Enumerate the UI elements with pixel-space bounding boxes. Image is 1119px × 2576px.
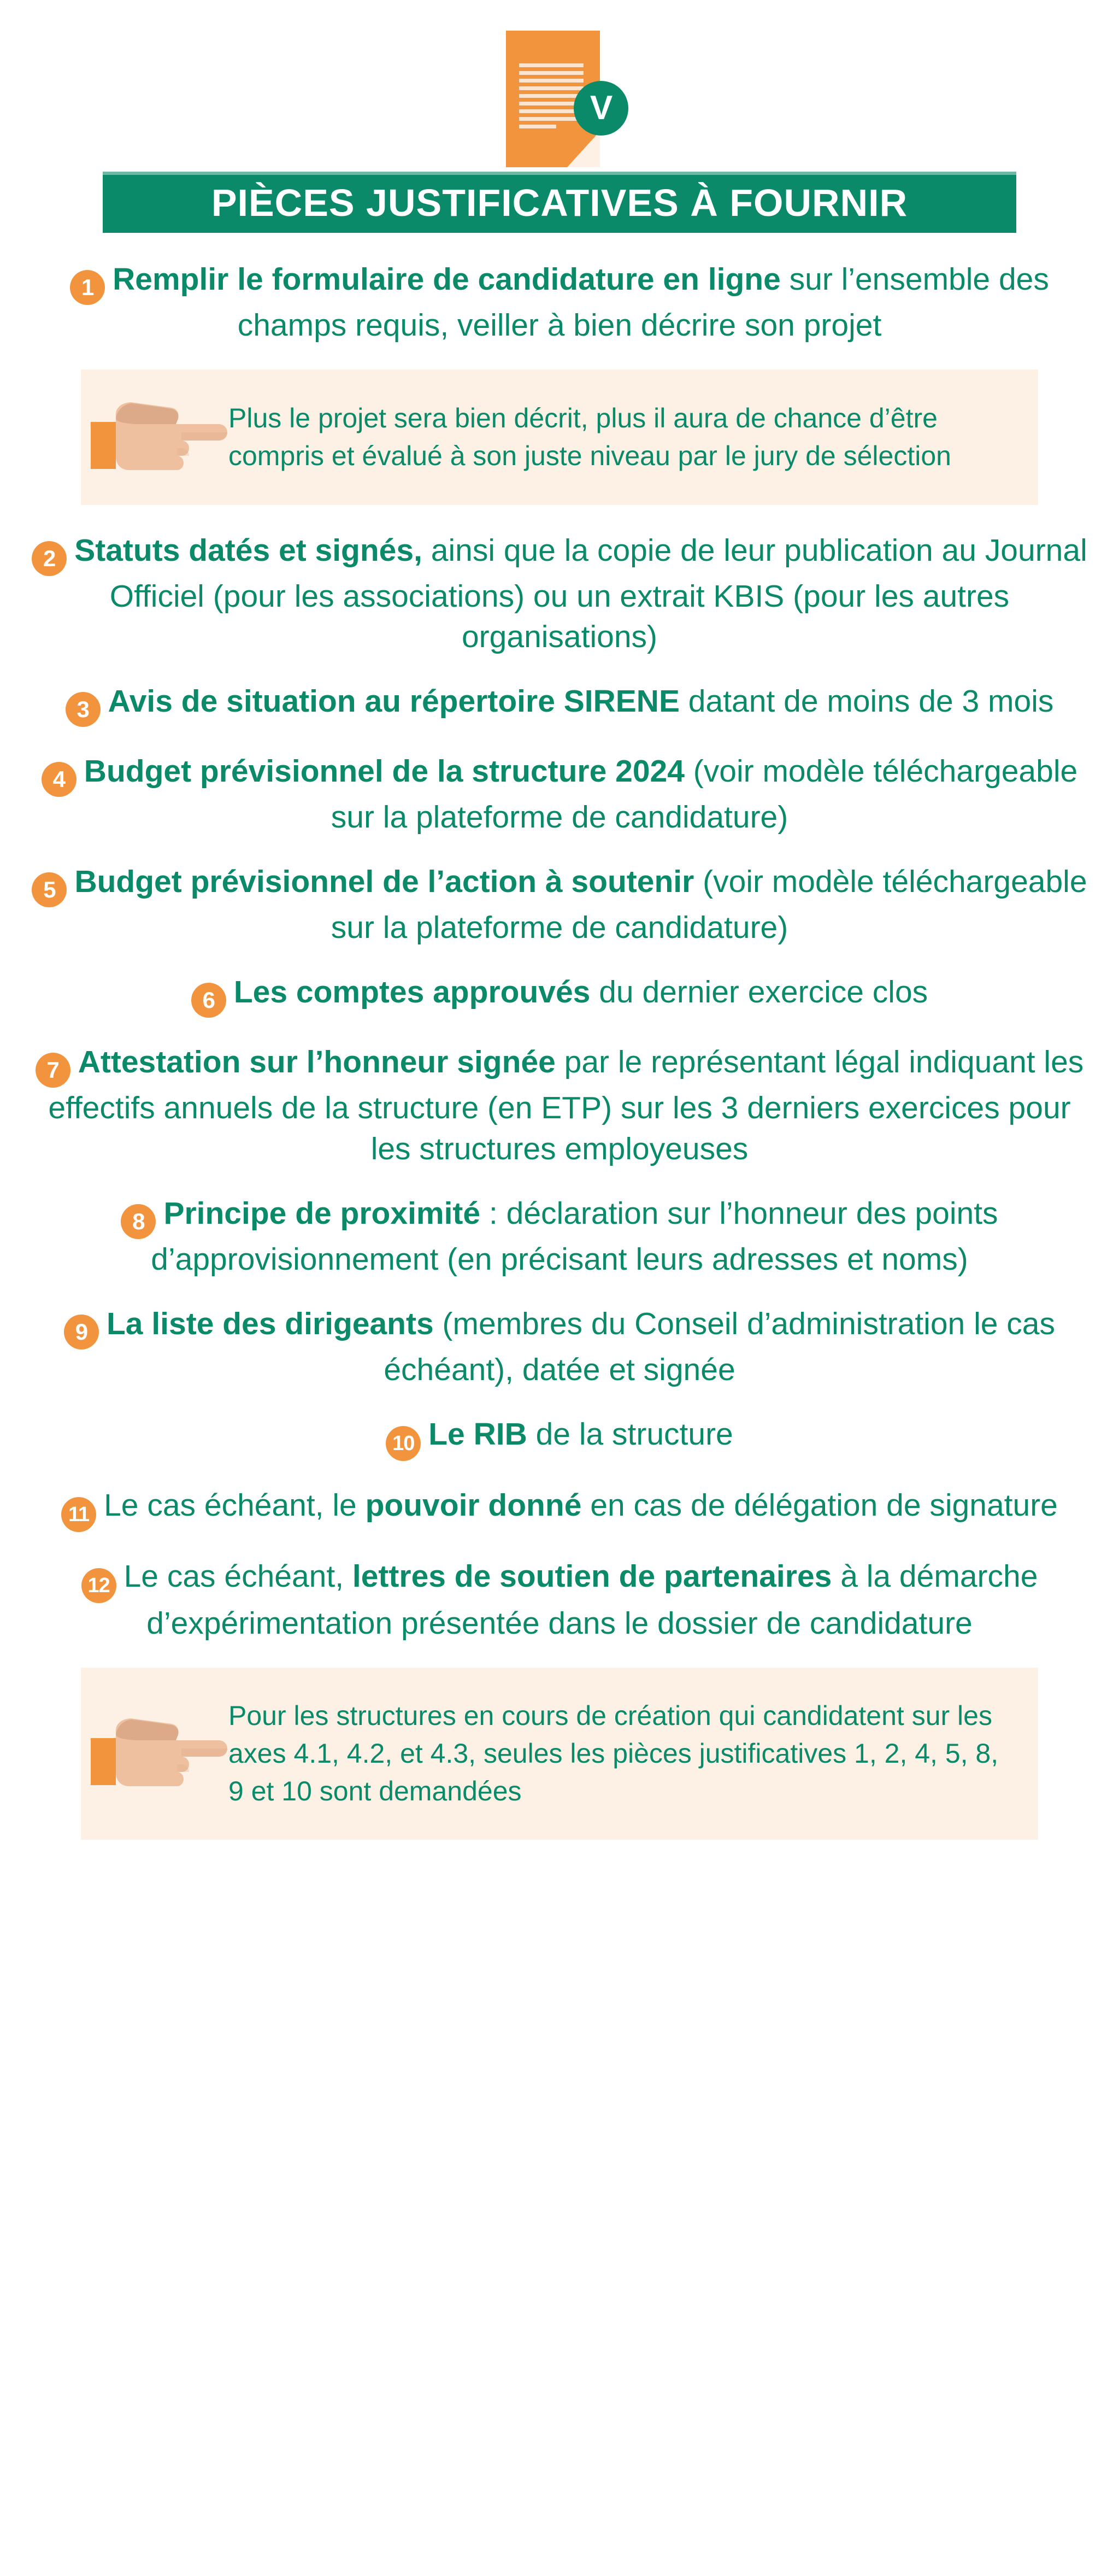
item-bold-text: Les comptes approuvés xyxy=(233,975,591,1010)
list-item xyxy=(32,1414,1087,1461)
item-regular-text: à la démarche d’expérimentation présentée dans le dossier de candidature xyxy=(146,1558,1038,1641)
item-bold-text: Budget prévisionnel de la structure 2024 xyxy=(84,754,685,789)
item-number-badge: 5 xyxy=(32,872,67,907)
item-number-badge: 1 xyxy=(70,270,105,305)
item-number-badge: 4 xyxy=(42,762,76,797)
callout-box xyxy=(81,1668,1038,1840)
list-item xyxy=(32,530,1087,657)
list-item xyxy=(32,861,1087,948)
item-regular-text: datant de moins de 3 mois xyxy=(679,684,1054,719)
item-prefix-text: Le cas échéant, xyxy=(123,1558,352,1594)
pointing-hand-icon xyxy=(64,1704,228,1803)
item-regular-text: en cas de délégation de signature xyxy=(581,1487,1058,1523)
item-bold-text: Budget prévisionnel de l’action à soutenir xyxy=(74,864,694,900)
callout-text: Pour les structures en cours de création qui candidatent sur les axes 4.1, 4.2, et 4.3, seules les pièces justificatives 1, 2, 4, 5, 8, 9 et 10 sont demandées xyxy=(228,1700,999,1806)
item-regular-text: : déclaration sur l’honneur des points d’approvisionnement (en précisant leurs adresses et noms) xyxy=(151,1195,998,1277)
item-number-badge: 6 xyxy=(191,983,226,1018)
item-bold-text: Le RIB xyxy=(428,1416,527,1452)
item-bold-text: La liste des dirigeants xyxy=(106,1306,434,1341)
item-bold-text: Principe de proximité xyxy=(163,1195,481,1231)
item-number-badge: 2 xyxy=(32,541,67,576)
list-item xyxy=(32,1193,1087,1280)
list-item xyxy=(32,259,1087,345)
verified-badge-icon xyxy=(574,81,628,136)
item-number-badge: 3 xyxy=(66,692,101,727)
item-number-badge: 10 xyxy=(386,1426,421,1461)
verified-badge-letter: V xyxy=(590,89,612,127)
list-item xyxy=(32,751,1087,837)
list-item xyxy=(32,1556,1087,1644)
item-bold-text: Statuts datés et signés, xyxy=(74,533,422,568)
item-bold-text: Avis de situation au répertoire SIRENE xyxy=(108,684,680,719)
list-item xyxy=(32,972,1087,1018)
header-banner xyxy=(103,172,1016,233)
item-number-badge: 8 xyxy=(121,1204,156,1239)
document-text-lines xyxy=(519,63,584,128)
item-regular-text: du dernier exercice clos xyxy=(590,975,928,1010)
item-number-badge: 7 xyxy=(36,1053,70,1088)
callout-box xyxy=(81,369,1038,505)
item-regular-text: par le représentant légal indiquant les effectifs annuels de la structure (en ETP) sur les 3 derniers exercices pour les structures employeuses xyxy=(48,1045,1084,1166)
item-bold-text: Remplir le formulaire de candidature en ligne xyxy=(113,262,781,297)
item-regular-text: (membres du Conseil d’administration le cas échéant), datée et signée xyxy=(384,1306,1055,1387)
document-verified-icon xyxy=(494,31,625,167)
list-item xyxy=(32,1485,1087,1532)
item-number-badge: 9 xyxy=(64,1315,99,1349)
item-regular-text: (voir modèle téléchargeable sur la plateforme de candidature) xyxy=(331,754,1078,835)
item-number-badge: 11 xyxy=(61,1497,96,1532)
list-item xyxy=(32,1304,1087,1390)
item-regular-text: (voir modèle téléchargeable sur la plateforme de candidature) xyxy=(331,864,1087,946)
requirements-list xyxy=(0,259,1119,1840)
item-regular-text: de la structure xyxy=(527,1416,733,1452)
item-regular-text: sur l’ensemble des champs requis, veiller à bien décrire son projet xyxy=(237,262,1049,343)
item-number-badge: 12 xyxy=(81,1568,116,1603)
list-item xyxy=(32,1042,1087,1169)
item-bold-text: pouvoir donné xyxy=(365,1487,582,1523)
callout-text: Plus le projet sera bien décrit, plus il aura de chance d’être compris et évalué à son juste niveau par le jury de sélection xyxy=(228,403,951,472)
item-regular-text: ainsi que la copie de leur publication au Journal Officiel (pour les associations) ou un extrait KBIS (pour les autres organisations) xyxy=(109,533,1087,655)
item-bold-text: Attestation sur l’honneur signée xyxy=(78,1045,556,1080)
item-prefix-text: Le cas échéant, le xyxy=(104,1487,366,1523)
pointing-hand-icon xyxy=(64,388,228,486)
item-bold-text: lettres de soutien de partenaires xyxy=(352,1558,832,1594)
logo-area xyxy=(0,0,1119,164)
page-title: PIÈCES JUSTIFICATIVES À FOURNIR xyxy=(211,181,908,224)
list-item xyxy=(32,681,1087,727)
